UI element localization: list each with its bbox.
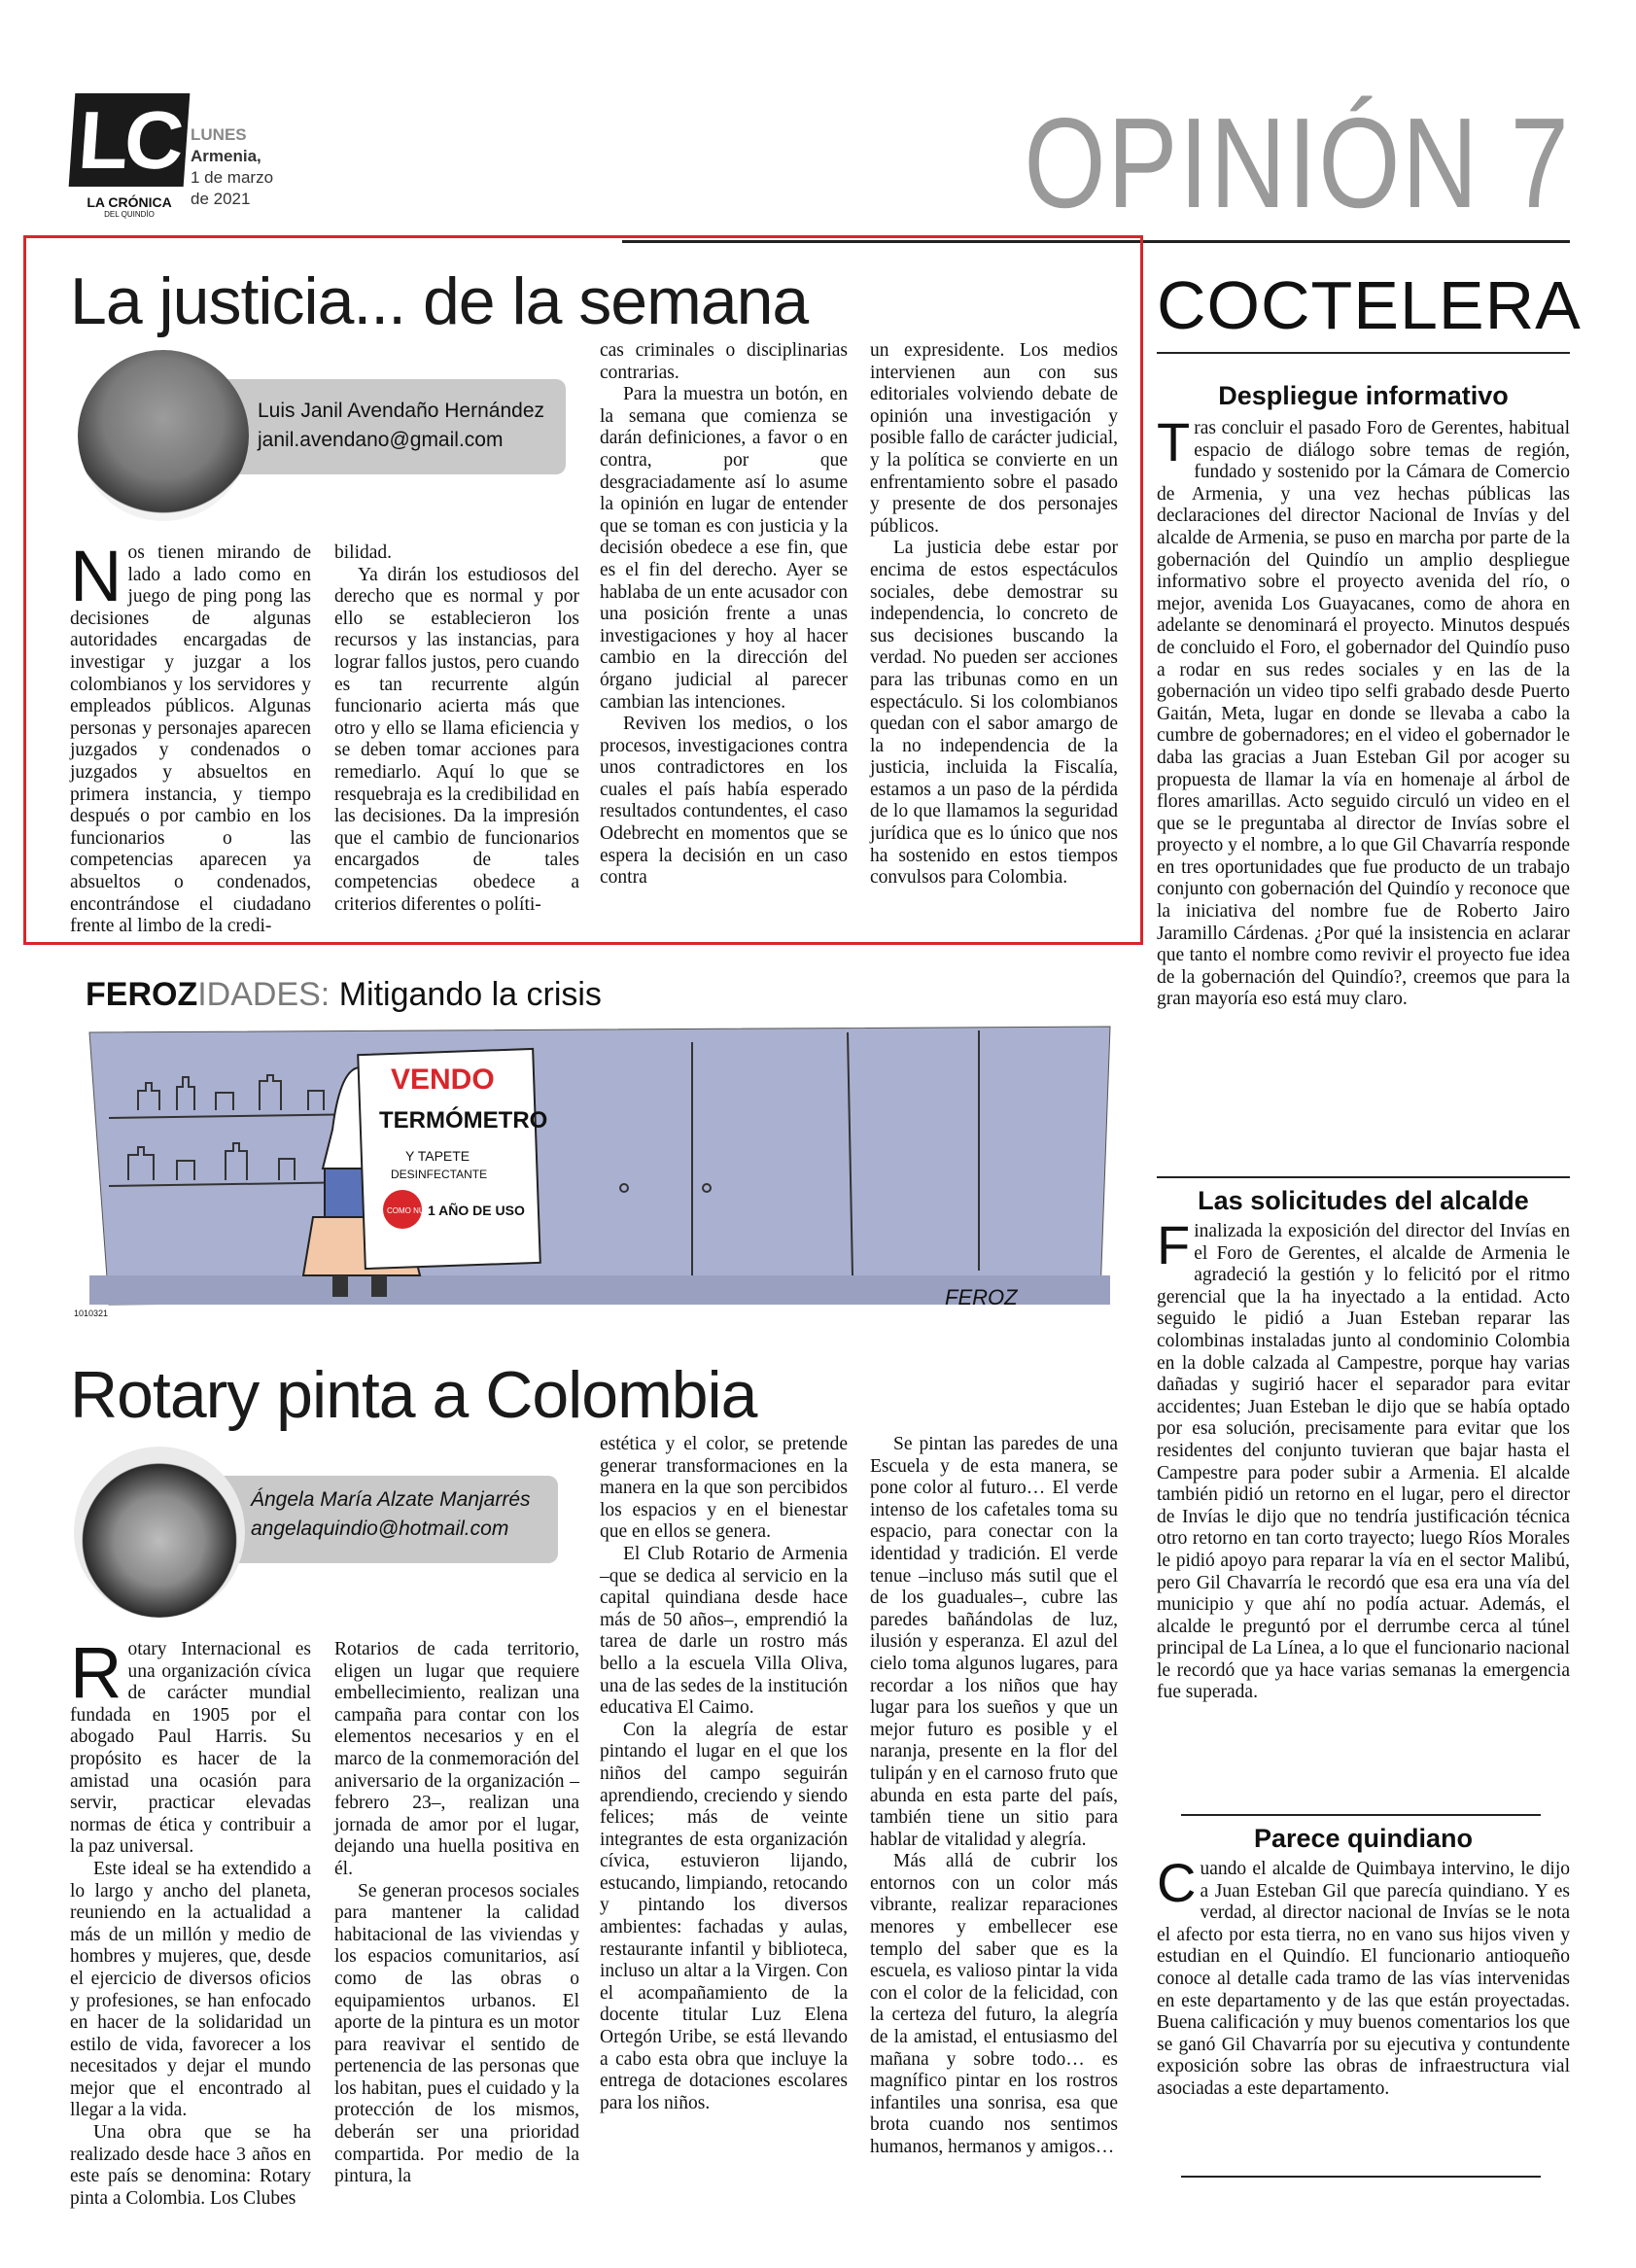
cartoon-sign-badge: COMO NUEVO <box>387 1206 441 1215</box>
article2-author: Ángela María Alzate Manjarrés <box>251 1488 531 1511</box>
cartoon-illustration <box>70 1013 1130 1324</box>
sidebar-item2-title: Las solicitudes del alcalde <box>1198 1186 1529 1215</box>
sidebar-item1-body: ras concluir el pasado Foro de Gerentes, habitual espacio de diálogo sobre temas de región, fundado y sostenido por la Cámara de Comercio de Armenia, y una vez hechas públicas las declaraciones del director Nacional de Invías y del alcalde de Armenia, se puso en marcha por parte de la gobernación del Quindío un amplio despliegue informativo sobre el proyecto avenida del río, o mejor, avenida Los Guayacanes, como de ahora en adelante se denominará el proyecto. Minutos después de concluido el Foro, el gobernador del Quindío puso a rodar en sus redes sociales y en las de la gobernación un video tipo selfi grabado desde Puerto Gaitán, Meta, lugar en donde se llevaba a cabo la cumbre de gobernadores; en el video el gobernador le daba las gracias a Juan Esteban Gil por acoger su propuesta de llamar la vía en homenaje al árbol de flores amarillas. Acto seguido circuló un video en el que se le preguntaba al director de Invías sobre el proyecto y el nombre, a lo que Gil Chavarría responde en tres oportunidades que fue producto de un trabajo conjunto con gobernación del Quindío y reconoce que la iniciativa del nombre fue de Roberto Jairo Jaramillo Cárdenas. ¿Por qué la insistencia en aclarar que tanto el nombre como revivir el proyecto fue idea de la gobernación del Quindío?, creemos que para la gran mayoría eso está muy claro. <box>1157 418 1570 1010</box>
article1-column-4 <box>870 340 1118 890</box>
logo: LC <box>69 93 191 187</box>
article2-dropcap: R <box>70 1632 122 1713</box>
issue-day: LUNES <box>191 125 247 144</box>
cartoon-sign-line3: Y TAPETE <box>405 1148 470 1164</box>
article2-title: Rotary pinta a Colombia <box>70 1358 757 1432</box>
article1-col3-p2: Para la muestra un botón, en la semana que comienza se darán definiciones, a favor o en contra, por que desgraciadamente así lo asume la opinión en lugar de entender que se toman es con justicia y la decisión obedece a ese fin, que es el fin del derecho. Ayer se hablaba de un ente acusador con una posición frente a unas investigaciones y hoy al hacer cambio en la dirección del órgano judicial al parecer cambian las intenciones. <box>600 384 848 713</box>
cartoon-sign-line1: VENDO <box>391 1064 495 1096</box>
article1-author-photo <box>78 350 249 521</box>
article1-column-2 <box>334 542 579 916</box>
article1-col2-p2: Ya dirán los estudiosos del derecho que es normal y por ello se establecieron los recursos y las instancias, para lograr fallos justos, pero cuando es tan recurrente algún funcionario acierta más que otro y ello se llama eficiencia y se deben tomar acciones para remediarlo. Aquí lo que se resquebraja es la credibilidad en las decisiones. Da la impresión que el cambio de funcionarios encargados de tales competencias obedece a criterios diferentes o políti- <box>334 564 579 915</box>
article1-title: La justicia... de la semana <box>70 264 809 338</box>
article2-col1-p2: Este ideal se ha extendido a lo largo y ancho del planeta, reuniendo en la actualidad a más de un millón y medio de hombres y mujeres, que, desde el ejercicio de diversos oficios y profesiones, se han enfocado en hacer de la solidaridad un estilo de vida, favorecer a los necesitados y dejar el mundo mejor que el encontrado al llegar a la vida. <box>70 1858 311 2121</box>
cartoon-sign-line4: DESINFECTANTE <box>391 1168 488 1181</box>
article2-email: angelaquindio@hotmail.com <box>251 1518 509 1540</box>
issue-date-line1: 1 de marzo <box>191 168 274 187</box>
sidebar-item2-body: inalizada la exposición del director del Invías en el Foro de Gerentes, el alcalde de Armenia le agradeció la gestión y lo felicitó por el ritmo gerencial que la ha inyectado a la entidad. Acto seguido le pidió a Juan Esteban reparar las colombinas instaladas junto al condominio Colombia en la doble calzada al Campestre, porque hay varias dañadas y sugirió hacer el separador para evitar accidentes; Juan Esteban le dijo que se había optado por esa solución, precisamente para evitar que los residentes del conjunto tuvieran que bajar hasta el Campestre para poder subir a Armenia. El alcalde también pidió un retorno en el lugar, pero el director de Invías le dijo que no tendría justificación técnica otro retorno en tan corto trayecto; luego Ríos Morales le pidió apoyo para reparar la vía en el sector Malibú, pero Gil Chavarría le recordó que esa era una vía del municipio y que ahí no podía actuar. Además, el alcalde le preguntó por el derrumbe cerca al túnel principal de La Línea, a lo que el funcionario nacional le recordó que ya hace varias semanas la emergencia fue superada. <box>1157 1221 1570 1703</box>
article2-column-4 <box>870 1434 1118 2159</box>
sidebar-divider-1 <box>1157 1176 1570 1178</box>
article2-column-2 <box>334 1639 579 2188</box>
article2-col2-p1: Rotarios de cada territorio, eligen un lugar que requiere embellecimiento, realizan una campaña para contar con los elementos necesarios y en el marco de la conmemoración del aniversario de la organización –febrero 23–, realizan una jornada de amor por el lugar, dejando una huella positiva en él. <box>334 1639 579 1879</box>
sidebar-item3-dropcap: C <box>1157 1852 1197 1913</box>
sidebar-item1-title: Despliegue informativo <box>1218 381 1509 410</box>
issue-city: Armenia, <box>191 147 261 165</box>
article2-col3-p1: estética y el color, se pretende generar transformaciones en la manera en la que son percibidos los espacios y en el bienestar que en ellos se genera. <box>600 1434 848 1543</box>
cartoon-title: Mitigando la crisis <box>338 976 602 1013</box>
cartoon-label-grey: IDADES: <box>197 976 331 1013</box>
article2-col3-p3: Con la alegría de estar pintando el lugar en el que los niños del campo seguirán aprendiendo, creciendo y siendo felices; más de veinte integrantes de esta organización cívica, estuvieron lijando, estucando, limpiando, retocando y pintando los diversos ambientes: fachadas y aulas, restaurante infantil y biblioteca, incluso un altar a la Virgen. Con el acompañamiento de la docente titular Luz Elena Ortegón Uribe, se está llevando a cabo esta obra que incluye la entrega de dotaciones escolares para los niños. <box>600 1719 848 2113</box>
article2-col2-p2: Se generan procesos sociales para mantener la calidad habitacional de las viviendas y los espacios comunitarios, así como de las obras o equipamientos urbanos. El aporte de la pintura es un motor para reavivar el sentido de pertenencia de las personas que los habitan, pues el cuidado y la protección de los mismos, deberán ser una prioridad compartida. Por medio de la pintura, la <box>334 1880 579 2187</box>
article1-dropcap: N <box>70 536 122 616</box>
sidebar-divider-3 <box>1181 2176 1541 2178</box>
issue-date-line2: de 2021 <box>191 190 251 208</box>
article1-col4-p2: La justicia debe estar por encima de estos espectáculos sociales, debe demostrar su independencia, lo concreto de sus decisiones buscando la verdad. No pueden ser acciones para las tribunas como en un espectáculo. Si los colombianos quedan con el sabor amargo de la no independencia de la justicia, incluida la Fiscalía, estamos a un paso de la pérdida de lo que llamamos la seguridad jurídica que es lo único que nos ha sostenido en estos tiempos convulsos para Colombia. <box>870 538 1118 889</box>
article1-email: janil.avendano@gmail.com <box>258 429 504 451</box>
article2-col1-p3: Una obra que se ha realizado desde hace 3 años en este país se denomina: Rotary pinta a Colombia. Los Clubes <box>70 2122 311 2209</box>
sidebar-item3-title: Parece quindiano <box>1253 1824 1474 1853</box>
sidebar-title-rule <box>1157 352 1570 354</box>
article1-col2-p1: bilidad. <box>334 542 393 563</box>
section-title: OPINIÓN 7 <box>1023 91 1570 234</box>
cartoon-code: 1010321 <box>74 1308 109 1318</box>
article2-col4-p2: Más allá de cubrir los entornos con un color más vibrante, realizar reparaciones menores y embellecer ese templo del saber que es la escuela, es valioso pintar la vida con el color de la felicidad, con la certeza del futuro, la alegría de la amistad, el entusiasmo del mañana y sobre todo… es magnífico pintar en los rostros infantiles una sonrisa, esa que brota cuando nos sentimos humanos, hermanos y amigos… <box>870 1851 1118 2157</box>
cartoon-heading <box>86 976 602 1014</box>
article2-byline <box>251 1485 531 1544</box>
sidebar-item2-text <box>1157 1214 1570 1704</box>
article2-col4-p1: Se pintan las paredes de una Escuela y de esta manera, se pone color al futuro… El verde intenso de los cafetales toma su espacio, para conectar con la identidad y tradición. El verde tenue –incluso más sutil que el de los guaduales–, cubre las paredes bañándolas de luz, ilusión y esperanza. El azul del cielo toma algunos lugares, para recordar a los niños que hay lugar para los sueños y que un mejor futuro es posible y el naranja, presente en la flor del tulipán y en el carnoso fruto que abunda en esta parte del país, también tiene un sitio para hablar de vitalidad y alegría. <box>870 1434 1118 1850</box>
article2-author-photo <box>74 1447 245 1618</box>
article1-column-1 <box>70 536 311 938</box>
article2-column-3 <box>600 1434 848 2114</box>
sidebar-item2-dropcap: F <box>1157 1214 1191 1275</box>
sidebar-item3-text <box>1157 1852 1570 2101</box>
article1-col4-p1: un expresidente. Los medios intervienen aun con sus editoriales volviendo debate de opinión una investigación y posible fallo de carácter judicial, y la política se convierte en un enfrentamiento sobre el pasado y presente de dos personajes públicos. <box>870 340 1119 537</box>
article2-col3-p2: El Club Rotario de Armenia –que se dedica al servicio en la capital quindiana desde hace más de 50 años–, emprendió la tarea de darle un rostro más bello a la escuela Villa Oliva, una de las sedes de la institución educativa El Caimo. <box>600 1543 848 1719</box>
sidebar-item1-dropcap: T <box>1157 411 1191 472</box>
article2-col1-p1: otary Internacional es una organización cívica de carácter mundial fundada en 1905 por el abogado Paul Harris. Su propósito es hacer de la amistad una ocasión para servir, practicar elevadas normas de ética y contribuir a la paz universal. <box>70 1639 311 1858</box>
article1-column-3 <box>600 340 848 890</box>
cartoon-sign-line5: 1 AÑO DE USO <box>428 1203 525 1218</box>
article2-column-1 <box>70 1632 311 2210</box>
sidebar-item3-body: uando el alcalde de Quimbaya intervino, le dijo a Juan Esteban Gil que parecía quindiano. Y es verdad, al director nacional de Invías se le nota el afecto por esta tierra, no en vano sus hijos viven y estudian en el Quindío. El funcionario antioqueño conoce al detalle cada tramo de las vías intervenidas en este departamento y de las que están proyectadas. Buena calificación y muy buenos comentarios los que se ganó Gil Chavarría por su ejecutiva y contundente exposición sobre las obras de infraestructura vial asociadas a este departamento. <box>1157 1859 1570 2099</box>
logo-name: LA CRÓNICA <box>87 194 172 210</box>
cartoon-signature: FEROZ <box>945 1285 1018 1309</box>
sidebar-divider-2 <box>1181 1814 1541 1816</box>
sidebar-item1-text <box>1157 411 1570 1011</box>
article1-byline <box>258 397 544 455</box>
sidebar-title: COCTELERA <box>1157 267 1582 343</box>
article1-col3-p1: cas criminales o disciplinarias contrarias. <box>600 340 848 383</box>
issue-date <box>191 124 273 210</box>
logo-subtitle: DEL QUINDÍO <box>104 210 155 219</box>
cartoon-sign-line2: TERMÓMETRO <box>379 1107 548 1134</box>
cartoon-label-bold: FEROZ <box>86 976 198 1013</box>
article1-author: Luis Janil Avendaño Hernández <box>258 400 544 422</box>
article1-col1-text: os tienen mirando de lado a lado como en juego de ping pong las decisiones de algunas autoridades encargadas de investigar y juzgar a los colombianos y los servidores y empleados públicos. Algunas personas y personajes aparecen juzgados y condenados o juzgados y absueltos en primera instancia, y tiempo después o por cambio en los funcionarios o las competencias aparecen ya absueltos o condenados, encontrándose el ciudadano frente al limbo de la credi- <box>70 542 311 937</box>
article1-col3-p3: Reviven los medios, o los procesos, investigaciones contra unos contradictores en los cuales el país había esperado resultados contundentes, el caso Odebrecht en momentos que se espera la decisión en un caso contra <box>600 714 848 889</box>
